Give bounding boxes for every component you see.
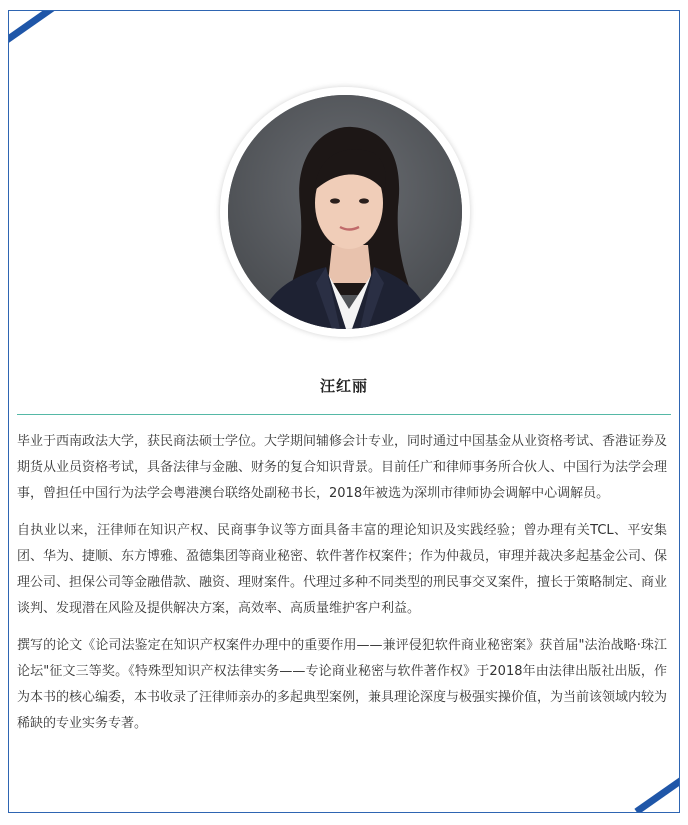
bio-paragraph-education: 毕业于西南政法大学，获民商法硕士学位。大学期间辅修会计专业，同时通过中国基金从业资格考试、香港证券及期货从业员资格考试，具备法律与金融、财务的复合知识背景。目前任广和律师事务所合伙人、中国行为法学会理事，曾担任中国行为法学会粤港澳台联络处副秘书长，2018年被选为深圳市律师协会调解中心调解员。 bbox=[17, 434, 668, 501]
bio-paragraph-experience: 自执业以来，汪律师在知识产权、民商事争议等方面具备丰富的理论知识及实践经验；曾办理有关TCL、平安集团、华为、捷顺、东方博雅、盈德集团等商业秘密、软件著作权案件；作为仲裁员，审理并裁决多起基金公司、保理公司、担保公司等金融借款、融资、理财案件。代理过多种不同类型的刑民事交叉案件，擅长于策略制定、商业谈判、发现潜在风险及提供解决方案，高效率、高质量维护客户利益。 bbox=[17, 523, 668, 616]
corner-accent-bottom-right bbox=[634, 774, 680, 813]
avatar bbox=[228, 95, 462, 329]
profile-card bbox=[8, 10, 680, 813]
bio-paragraph-publications: 撰写的论文《论司法鉴定在知识产权案件办理中的重要作用——兼评侵犯软件商业秘密案》获首届"法治战略·珠江论坛"征文三等奖。《特殊型知识产权法律实务——专论商业秘密与软件著作权》于2018年由法律出版社出版，作为本书的核心编委，本书收录了汪律师亲办的多起典型案例，兼具理论深度与极强实操价值，为当前该领域内较为稀缺的专业实务专著。 bbox=[17, 638, 668, 731]
divider bbox=[17, 414, 671, 415]
person-name: 汪红丽 bbox=[319, 377, 368, 395]
avatar-frame bbox=[220, 87, 470, 337]
bio-section bbox=[17, 429, 667, 748]
portrait-photo bbox=[228, 95, 462, 329]
corner-accent-top-left bbox=[8, 10, 56, 45]
